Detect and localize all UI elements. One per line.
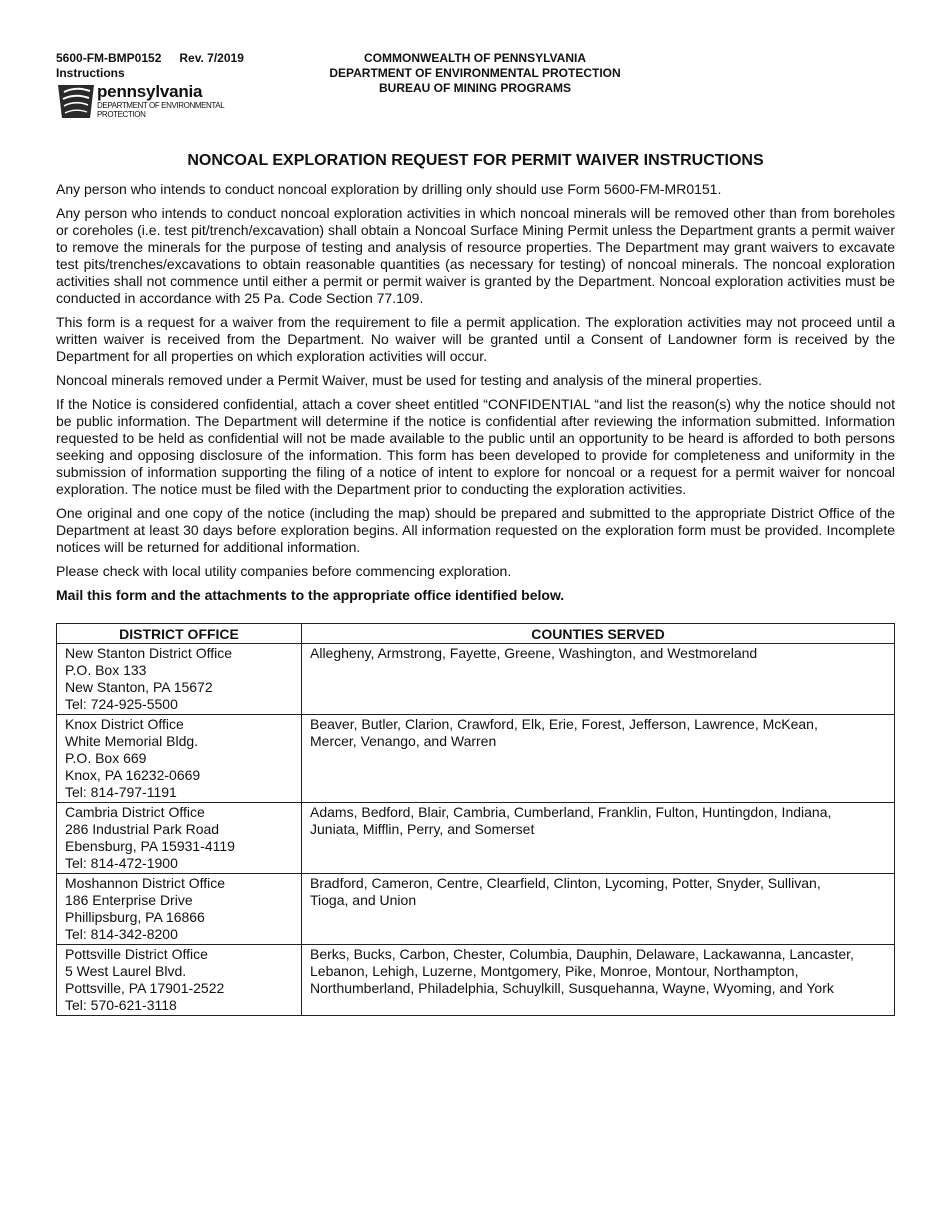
counties-cell-knox [302,715,895,803]
paragraph-mineral-use: Noncoal minerals removed under a Permit Waiver, must be used for testing and analysis of the mineral properties. [56,372,763,388]
agency-line-bureau: BUREAU OF MINING PROGRAMS [379,81,571,95]
office-name: New Stanton District Office [65,645,233,661]
office-name: Cambria District Office [65,804,205,820]
counties-line: Adams, Bedford, Blair, Cambria, Cumberland, Franklin, Fulton, Huntingdon, Indiana, [310,804,832,820]
logo-brand-text: pennsylvania [97,82,203,101]
office-address: P.O. Box 669 [65,750,147,766]
counties-cell-cambria [302,803,895,874]
pa-dep-logo [56,82,246,122]
office-phone: Tel: 570-621-3118 [65,997,177,1013]
paragraph-utilities: Please check with local utility companies before commencing exploration. [56,563,512,579]
table-row [57,945,895,1016]
logo-department-line1: DEPARTMENT OF ENVIRONMENTAL [97,101,225,110]
agency-line-department: DEPARTMENT OF ENVIRONMENTAL PROTECTION [329,66,621,80]
office-city: Pottsville, PA 17901-2522 [65,980,225,996]
keystone-logo-icon [56,82,96,120]
counties-line: Bradford, Cameron, Centre, Clearfield, Clinton, Lycoming, Potter, Snyder, Sullivan, [310,875,821,891]
counties-line: Allegheny, Armstrong, Fayette, Greene, Washington, and Westmoreland [310,645,758,661]
office-name: Moshannon District Office [65,875,226,891]
office-city: New Stanton, PA 15672 [65,679,213,695]
paragraph-drilling-only: Any person who intends to conduct noncoal exploration by drilling only should use Form 5600-FM-MR0151. [56,181,722,197]
district-office-table [56,623,895,1016]
table-header-row [57,624,895,644]
counties-cell-pottsville [302,945,895,1016]
office-address: P.O. Box 133 [65,662,147,678]
document-title: NONCOAL EXPLORATION REQUEST FOR PERMIT WAIVER INSTRUCTIONS [187,152,764,169]
instructions-body [56,181,895,604]
form-number: 5600-FM-BMP0152 [56,51,162,65]
office-cell-cambria [57,803,302,874]
header-counties-served: COUNTIES SERVED [302,624,895,644]
table-row [57,803,895,874]
office-building: White Memorial Bldg. [65,733,199,749]
office-address: 186 Enterprise Drive [65,892,193,908]
counties-line: Mercer, Venango, and Warren [310,733,497,749]
paragraph-waiver-request: This form is a request for a waiver from the requirement to file a permit application. The exploration activities may not proceed until a written waiver is received from the Department. No waiver will be granted until a Consent of Landowner form is received by the Department for all properties on which exploration activities will occur. [56,314,895,364]
office-address: 5 West Laurel Blvd. [65,963,187,979]
office-phone: Tel: 814-797-1191 [65,784,177,800]
agency-line-commonwealth: COMMONWEALTH OF PENNSYLVANIA [364,51,586,65]
office-phone: Tel: 724-925-5500 [65,696,178,712]
counties-line: Berks, Bucks, Carbon, Chester, Columbia, Dauphin, Delaware, Lackawanna, Lancaster, [310,946,854,962]
paragraph-confidentiality: If the Notice is considered confidential, attach a cover sheet entitled “CONFIDENTIAL “and list the reason(s) why the notice should not be public information. The Department will determine if the notice is confidential after reviewing the information submitted. Information requested to be held as confidential will not be made available to the public until an opportunity to be heard is afforded to both persons seeking and opposing disclosure of the information. This form has been developed to provide for completeness and uniformity in the submission of information supporting the filing of a notice of intent to explore for noncoal or a request for a permit waiver for noncoal exploration. The notice must be filed with the Department prior to conducting the exploration activities. [56,396,895,497]
table-row [57,644,895,715]
counties-line: Northumberland, Philadelphia, Schuylkill, Susquehanna, Wayne, Wyoming, and York [310,980,834,996]
document-type: Instructions [56,66,125,80]
form-identifier [56,51,244,81]
counties-cell-moshannon [302,874,895,945]
header-district-office: DISTRICT OFFICE [57,624,302,644]
office-cell-new-stanton [57,644,302,715]
paragraph-permit-requirement: Any person who intends to conduct noncoal exploration activities in which noncoal minerals will be removed other than from boreholes or coreholes (i.e. test pit/trench/excavation) shall obtain a Noncoal Surface Mining Permit unless the Department grants a permit waiver to remove the minerals for the purpose of testing and analysis of resource properties. The Department may grant waivers to excavate test pits/trenches/excavations to obtain reasonable quantities (as necessary for testing) of noncoal minerals. The noncoal exploration activities shall not commence until either a permit or permit waiver is granted by the Department. Noncoal exploration activities must be conducted in accordance with 25 Pa. Code Section 77.109. [56,205,895,306]
office-cell-moshannon [57,874,302,945]
counties-cell-new-stanton [302,644,895,715]
mail-instruction: Mail this form and the attachments to the appropriate office identified below. [56,587,565,603]
office-name: Pottsville District Office [65,946,208,962]
office-cell-knox [57,715,302,803]
agency-header [300,51,650,96]
table-row [57,874,895,945]
office-city: Ebensburg, PA 15931-4119 [65,838,235,854]
counties-line: Lebanon, Lehigh, Luzerne, Montgomery, Pike, Monroe, Montour, Northampton, [310,963,799,979]
form-revision: Rev. 7/2019 [179,51,244,65]
office-cell-pottsville [57,945,302,1016]
office-phone: Tel: 814-342-8200 [65,926,178,942]
office-city: Phillipsburg, PA 16866 [65,909,205,925]
paragraph-submission: One original and one copy of the notice (including the map) should be prepared and submitted to the appropriate District Office of the Department at least 30 days before exploration begins. All information requested on the exploration form must be provided. Incomplete notices will be returned for additional information. [56,505,895,555]
counties-line: Tioga, and Union [310,892,417,908]
counties-line: Juniata, Mifflin, Perry, and Somerset [310,821,535,837]
office-address: 286 Industrial Park Road [65,821,220,837]
office-city: Knox, PA 16232-0669 [65,767,201,783]
office-phone: Tel: 814-472-1900 [65,855,178,871]
logo-department-line2: PROTECTION [97,110,146,119]
counties-line: Beaver, Butler, Clarion, Crawford, Elk, Erie, Forest, Jefferson, Lawrence, McKean, [310,716,818,732]
table-row [57,715,895,803]
office-name: Knox District Office [65,716,184,732]
